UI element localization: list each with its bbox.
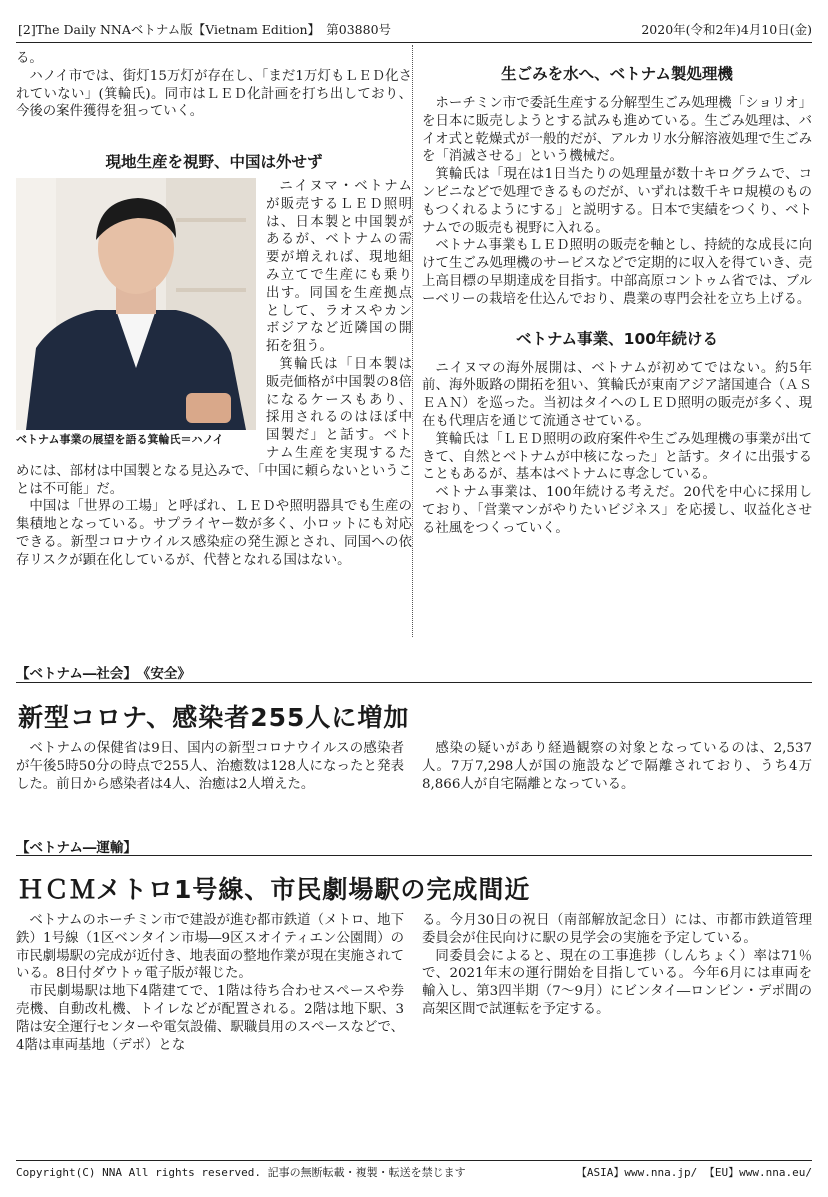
- section-label-transport: 【ベトナム―運輸】: [16, 840, 137, 856]
- subheading-100-years: ベトナム事業、100年続ける: [515, 329, 719, 348]
- covid-right-text: [422, 740, 812, 793]
- headline-metro: ＨＣＭメトロ1号線、市民劇場駅の完成間近: [18, 875, 531, 904]
- paragraph: ベトナムのホーチミン市で建設が進む都市鉄道（メトロ、地下鉄）1号線（1区ベンタイン市場―9区スオイティエン公園間）の市民劇場駅の完成が近付き、地表面の整地作業が現在実施されている。8日付ダウトゥ電子版が報じた。: [16, 913, 404, 982]
- paragraph: ベトナム事業は、100年続ける考えだ。20代を中心に採用しており、「営業マンがやりたいビジネス」を応援し、収益化させる社風をつくっていく。: [422, 485, 812, 536]
- paragraph: ニイヌマ・ベトナムが販売するＬＥＤ照明は、日本製と中国製があるが、ベトナムの需要が増えれば、現地組み立てで生産にも乗り出す。同国を生産拠点として、ラオスやカンボジアなど近隣国の開拓を狙う。: [266, 179, 412, 355]
- paragraph: 箕輪氏は「ＬＥＤ照明の政府案件や生ごみ処理機の事業が出てきて、自然とベトナムが中核になった」と話す。タイに出張することもあるが、基本はベトナムに専念している。: [422, 431, 812, 483]
- paragraph: ベトナムの保健省は9日、国内の新型コロナウイルスの感染者が午後5時50分の時点で255人、治癒数は128人になったと発表した。前日から感染者は4人、治癒は2人増えた。: [16, 741, 404, 792]
- footer-links[interactable]: 【ASIA】www.nna.jp/ 【EU】www.nna.eu/: [575, 1166, 812, 1179]
- paragraph: ベトナム事業もＬＥＤ照明の販売を軸とし、持続的な成長に向けて生ごみ処理機のサービスなどで定期的に収入を得ていき、売上高目標の早期達成を目指す。中部高原コントゥム省では、ブルーベリーの栽培を仕込んでおり、農業の専門会社を立ち上げる。: [422, 238, 812, 307]
- headline-covid: 新型コロナ、感染者255人に増加: [18, 703, 410, 732]
- paragraph: ニイヌマの海外展開は、ベトナムが初めてではない。約5年前、海外販路の開拓を狙い、箕輪氏が東南アジア諸国連合（ＡＳＥＡＮ）を巡った。当初はタイへのＬＥＤ照明の販売が多く、現在も代理店を通じて流通させている。: [422, 360, 812, 429]
- subheading-garbage-processor: 生ごみを水へ、ベトナム製処理機: [501, 65, 733, 83]
- paragraph: 箕輪氏は「現在は1日当たりの処理量が数十キログラムで、コンビニなどで処理できるものだが、いずれは数千キロ規模のものもつくれるようにする」と説明する。日本で実績をつくり、ベトナムでの販売も視野に入れる。: [422, 167, 812, 236]
- section-label-society: 【ベトナム―社会】 《安全》: [16, 666, 191, 682]
- paragraph: 中国は「世界の工場」と呼ばれ、ＬＥＤや照明器具でも生産の集積地となっている。サプライヤー数が多く、小ロットにも対応できる。新型コロナウイルス感染症の発生源とされ、同国への依存リスクが顕在化しているが、代替となれる国はない。: [16, 499, 412, 568]
- metro-right-text: [422, 912, 812, 1019]
- section-rule: [16, 855, 812, 856]
- column-divider: [412, 45, 413, 637]
- masthead-left: [2]The Daily NNAベトナム版【Vietnam Edition】 第03880号: [18, 22, 392, 37]
- subheading-local-production: 現地生産を視野、中国は外せず: [105, 153, 323, 171]
- metro-left-text: [16, 912, 404, 1054]
- paragraph: 同委員会によると、現在の工事進捗（しんちょく）率は71％で、2021年末の運行開始を目指している。今年6月には車両を輸入し、第3四半期（7～9月）にビンタイ―ロンビン・デポ間の高架区間で試運転を予定する。: [422, 948, 812, 1017]
- photo-block: [16, 178, 266, 450]
- paragraph: 箕輪氏は「日本製は販売価格が中国製の8倍になるケースもあり、採用されるのはほぼ中国製だ」と話す。ベトナム生産を実現するためには、部材は中国製となる見込みで、「中国に頼らないということは不可能」だ。: [16, 356, 412, 497]
- paragraph: ホーチミン市で委託生産する分解型生ごみ処理機「ショリオ」を日本に販売しようとする試みも進めている。生ごみ処理は、バイオ式と乾燥式が一般的だが、アルカリ水分解溶液処理で生ごみを「消滅させる」という機械だ。: [422, 96, 812, 165]
- section-rule: [16, 682, 812, 683]
- photo-caption: ベトナム事業の展望を語る箕輪氏＝ハノイ: [16, 433, 224, 446]
- paragraph: る。: [16, 51, 43, 66]
- right-column: [422, 50, 812, 538]
- covid-left-text: [16, 740, 404, 793]
- header-rule: [16, 42, 812, 43]
- left-body: [16, 178, 412, 570]
- paragraph: ハノイ市では、街灯15万灯が存在し、「まだ1万灯もＬＥＤ化されていない」(箕輪氏)。同市はＬＥＤ化計画を打ち出しており、今後の案件獲得を狙っていく。: [16, 68, 412, 120]
- paragraph: 感染の疑いがあり経過観察の対象となっているのは、2,537人。7万7,298人が国の施設などで隔離されており、うち4万8,866人が自宅隔離となっている。: [422, 741, 812, 792]
- copyright-text: Copyright(C) NNA All rights reserved. 記事の無断転載・複製・転送を禁じます: [16, 1166, 466, 1179]
- paragraph: る。今月30日の祝日（南部解放記念日）には、市都市鉄道管理委員会が住民向けに駅の見学会の実施を予定している。: [422, 913, 812, 946]
- left-intro: [16, 50, 412, 121]
- paragraph: 市民劇場駅は地下4階建てで、1階は待ち合わせスペースや券売機、自動改札機、トイレなどが配置される。2階は地下駅、3階は安全運行センターや電気設備、駅職員用のスペースなどで、4階は車両基地（デポ）とな: [16, 984, 404, 1053]
- footer-rule: [16, 1160, 812, 1161]
- portrait-photo-icon: [16, 178, 256, 430]
- masthead-date: 2020年(令和2年)4月10日(金): [641, 22, 812, 37]
